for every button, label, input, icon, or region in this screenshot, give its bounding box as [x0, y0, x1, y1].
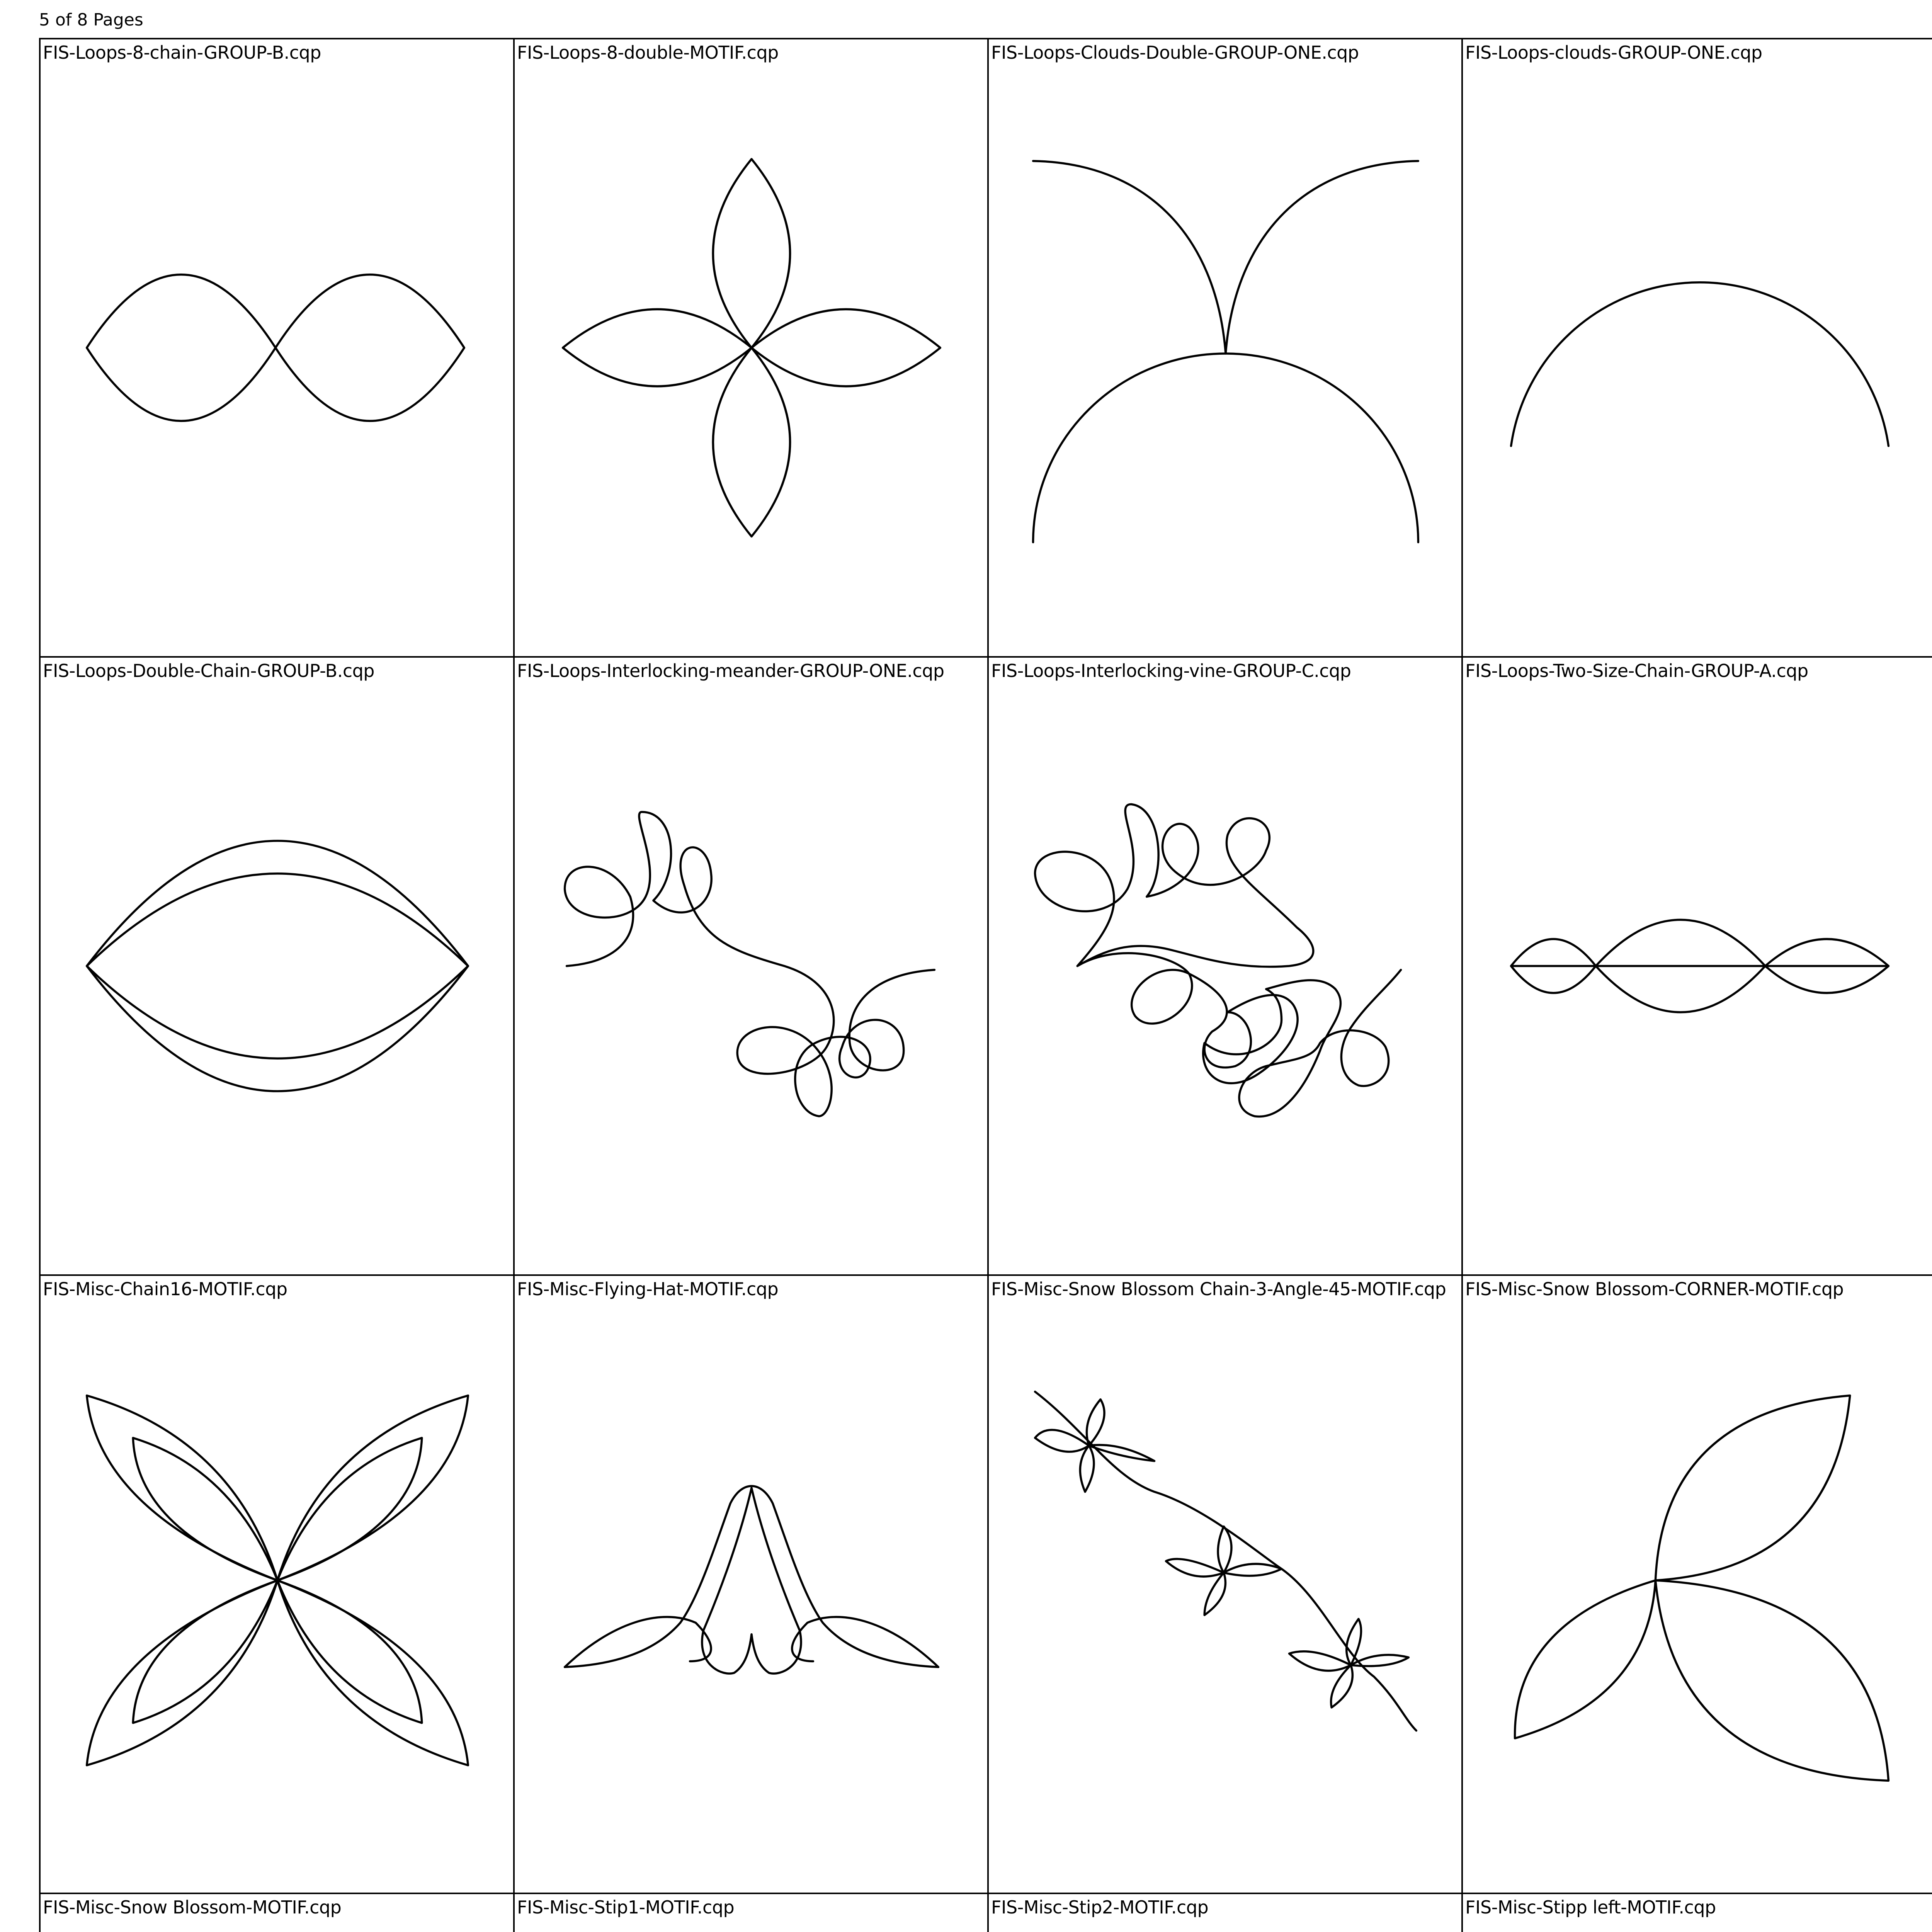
misc-snow-blossom-chain-motif — [989, 1276, 1461, 1893]
pattern-cell-misc-flying-hat[interactable] — [515, 1276, 989, 1894]
loops-double-chain-motif — [41, 658, 513, 1274]
pattern-filename: FIS-Misc-Chain16-MOTIF.cqp — [43, 1279, 287, 1299]
pattern-filename: FIS-Misc-Stipp left-MOTIF.cqp — [1465, 1897, 1716, 1918]
pattern-cell-misc-stip2[interactable] — [989, 1894, 1463, 1932]
pattern-cell-loops-interlocking-vine[interactable] — [989, 658, 1463, 1276]
misc-stipp-left-motif — [1463, 1894, 1932, 1932]
pattern-filename: FIS-Loops-clouds-GROUP-ONE.cqp — [1465, 42, 1762, 63]
pattern-filename: FIS-Misc-Snow Blossom Chain-3-Angle-45-MOTIF.cqp — [991, 1279, 1446, 1299]
pattern-filename: FIS-Loops-Double-Chain-GROUP-B.cqp — [43, 660, 375, 681]
pattern-filename: FIS-Misc-Stip1-MOTIF.cqp — [517, 1897, 735, 1918]
pattern-filename: FIS-Misc-Snow Blossom-CORNER-MOTIF.cqp — [1465, 1279, 1844, 1299]
pattern-cell-loops-clouds[interactable] — [1463, 39, 1932, 658]
pattern-cell-misc-snow-blossom[interactable] — [41, 1894, 515, 1932]
pattern-cell-loops-8-double[interactable] — [515, 39, 989, 658]
page-indicator: 5 of 8 Pages — [39, 10, 143, 30]
pattern-cell-misc-stipp-left[interactable] — [1463, 1894, 1932, 1932]
loops-8-double-motif — [515, 39, 987, 656]
pattern-cell-misc-snow-blossom-chain[interactable] — [989, 1276, 1463, 1894]
pattern-cell-misc-stip1[interactable] — [515, 1894, 989, 1932]
loops-interlocking-vine-motif — [989, 658, 1461, 1274]
pattern-grid — [39, 38, 1932, 1932]
pattern-filename: FIS-Loops-8-chain-GROUP-B.cqp — [43, 42, 321, 63]
pattern-cell-loops-8-chain[interactable] — [41, 39, 515, 658]
pattern-filename: FIS-Loops-Two-Size-Chain-GROUP-A.cqp — [1465, 660, 1808, 681]
misc-chain16-motif — [41, 1276, 513, 1893]
misc-snow-blossom-corner-motif — [1463, 1276, 1932, 1893]
pattern-filename: FIS-Misc-Stip2-MOTIF.cqp — [991, 1897, 1209, 1918]
pattern-filename: FIS-Loops-Interlocking-meander-GROUP-ONE.cqp — [517, 660, 944, 681]
pattern-filename: FIS-Misc-Flying-Hat-MOTIF.cqp — [517, 1279, 779, 1299]
pattern-filename: FIS-Loops-Interlocking-vine-GROUP-C.cqp — [991, 660, 1351, 681]
pattern-filename: FIS-Loops-Clouds-Double-GROUP-ONE.cqp — [991, 42, 1359, 63]
misc-snow-blossom-motif — [41, 1894, 513, 1932]
loops-clouds-motif — [1463, 39, 1932, 656]
loops-8-chain-motif — [41, 39, 513, 656]
misc-stip1-motif — [515, 1894, 987, 1932]
pattern-cell-loops-two-size-chain[interactable] — [1463, 658, 1932, 1276]
misc-stip2-motif — [989, 1894, 1461, 1932]
pattern-cell-misc-snow-blossom-corner[interactable] — [1463, 1276, 1932, 1894]
pattern-filename: FIS-Misc-Snow Blossom-MOTIF.cqp — [43, 1897, 342, 1918]
pattern-cell-loops-interlocking-meander[interactable] — [515, 658, 989, 1276]
loops-clouds-double-motif — [989, 39, 1461, 656]
pattern-cell-misc-chain16[interactable] — [41, 1276, 515, 1894]
pattern-filename: FIS-Loops-8-double-MOTIF.cqp — [517, 42, 779, 63]
pattern-cell-loops-double-chain[interactable] — [41, 658, 515, 1276]
pattern-cell-loops-clouds-double[interactable] — [989, 39, 1463, 658]
loops-interlocking-meander-motif — [515, 658, 987, 1274]
misc-flying-hat-motif — [515, 1276, 987, 1893]
loops-two-size-chain-motif — [1463, 658, 1932, 1274]
